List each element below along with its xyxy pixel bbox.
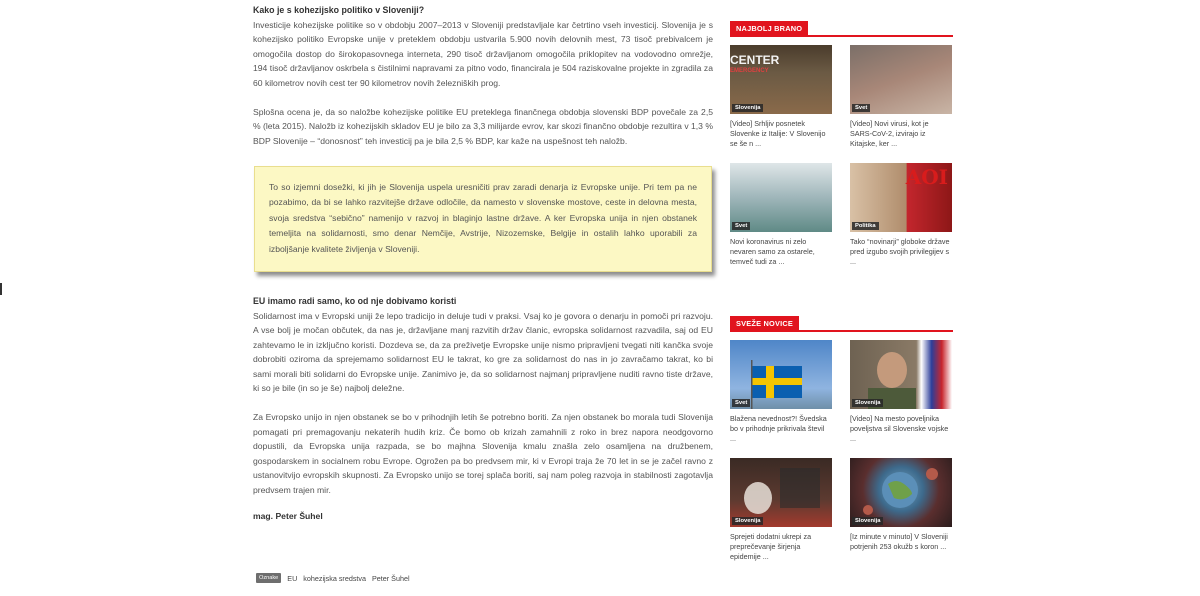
news-thumbnail[interactable] <box>850 340 952 409</box>
news-title[interactable]: Blažena nevednost?! Švedska bo v prihodnje prikrivala števil ... <box>730 414 827 443</box>
category-badge[interactable]: Slovenija <box>852 517 883 525</box>
news-thumbnail[interactable] <box>850 458 952 527</box>
category-badge[interactable]: Slovenija <box>732 104 763 112</box>
thumbnail-sign: CENTER EMERGENCY <box>730 53 780 74</box>
tag-link[interactable]: Peter Šuhel <box>372 573 410 583</box>
article-paragraph-4: Za Evropsko unijo in njen obstanek se bo v prihodnjih letih še potrebno boriti. Za njen obstanek bo morala tudi Slovenija pomagati pri premagovanju nekaterih hudih kriz. Če bomo ob krizah zamahnili z roko in brez napora neodgovorno dopustili, da Evropska unija razpada, se bo majhna Slovenija kmalu znašla zelo osamljena na družbenem, gospodarskem in socialnem robu Evrope. Ogrožen pa bo predvsem mir, ki v Evropi traja že 70 let in se je začel ravno z ustanovitvijo evropskih skupnosti. Za Evropsko unijo se torej splača boriti, saj nam poleg razvoja in stabilnosti zagotavlja predvsem trajen mir. <box>253 412 713 495</box>
news-title[interactable]: [Video] Na mesto poveljnika poveljstva sil Slovenske vojske ... <box>850 414 949 443</box>
page-edge-marker <box>0 283 2 295</box>
category-badge[interactable]: Svet <box>732 399 750 407</box>
category-badge[interactable]: Slovenija <box>852 399 883 407</box>
article-paragraph-3: Solidarnost ima v Evropski uniji že lepo tradicijo in deluje tudi v praksi. Vsaj ko je govora o denarju in pomoči pri razvoju. A vse bolj je močan občutek, da nas je, državljane manj razvitih držav članic, evropska solidarnost razvadila, saj od EU zahtevamo le in izključno koristi. Dozdeva se, da za preživetje Evropske unije nismo pripravljeni tvegati niti kančka svoje dobrobiti oziroma da sprejemamo solidarnost EU le takrat, ko gre za solidarnost do nas in jo zavračamo takrat, ko bi sami morali biti solidarni do Evropske unije. Zanimivo je, da so solidarnost najmanj pripravljene nuditi ravno tiste države, ki so je bile (in so je še) najbolj deležne. <box>253 310 713 394</box>
most-read-heading: NAJBOLJ BRANO <box>730 21 808 37</box>
news-title[interactable]: Novi koronavirus ni zelo nevaren samo za ostarele, temveč tudi za ... <box>730 237 815 266</box>
news-card[interactable] <box>730 45 832 163</box>
news-card[interactable] <box>850 340 952 458</box>
news-card[interactable] <box>850 458 952 576</box>
tags-label-badge: Oznake <box>256 573 281 583</box>
news-card[interactable] <box>730 163 832 281</box>
news-thumbnail[interactable] <box>850 45 952 114</box>
category-badge[interactable]: Svet <box>732 222 750 230</box>
news-title[interactable]: Tako “novinarji” globoke države pred izgubo svojih privilegijev s ... <box>850 237 950 266</box>
news-thumbnail[interactable] <box>730 340 832 409</box>
tag-list <box>256 573 410 583</box>
news-card[interactable] <box>850 163 952 281</box>
category-badge[interactable]: Slovenija <box>732 517 763 525</box>
category-badge[interactable]: Politika <box>852 222 879 230</box>
tag-link[interactable]: kohezijska sredstva <box>303 573 366 583</box>
news-title[interactable]: [Video] Srhljiv posnetek Slovenke iz Italije: V Slovenijo se še n ... <box>730 119 826 148</box>
news-card[interactable] <box>730 458 832 576</box>
news-title[interactable]: [Iz minute v minuto] V Sloveniji potrjenih 253 okužb s koron ... <box>850 532 948 551</box>
tag-link[interactable]: EU <box>287 573 298 583</box>
news-thumbnail[interactable] <box>730 45 832 114</box>
fresh-news-section <box>730 316 953 576</box>
thumbnail-sign: AOI <box>905 165 948 189</box>
news-card[interactable] <box>850 45 952 163</box>
article-author: mag. Peter Šuhel <box>253 511 323 522</box>
highlight-quote-box: To so izjemni dosežki, ki jih je Slovenija uspela uresničiti prav zaradi denarja iz Evropske unije. Pri tem pa ne pozabimo, da bi se lahko razvitejše države odločile, da namesto v slovenske mostove, ceste in delovna mesta, svoja sredstva “sebično” namenijo v razvoj in blaginjo lastne države. A ker Evropska unija in njen obstanek temeljita na solidarnosti, smo denar Nemčije, Avstrije, Nizozemske, Belgije in ostalih lahko uporabili za izboljšanje kvalitete življenja v Sloveniji. <box>254 166 712 272</box>
article-body <box>253 3 713 524</box>
article-paragraph-1: Investicije kohezijske politike so v obdobju 2007–2013 v Sloveniji predstavljale kar četrtino vseh investicij. Slovenija je s kohezijsko politiko Evropske unije v preteklem obdobju ustvarila 5.900 novih delovnih mest, 73 tisoč prebivalcem je omogočila dostop do širokopasovnega interneta, 290 tisoč državljanom omogočila priklopitev na vodovodno omrežje, 194 tisoč državljanov oskrbela s čistilnimi napravami za pitno vodo, financirala je 504 raziskovalne projekte in zgradila za 60 kilometrov novih cest ter 90 kilometrov novih železniških prog. <box>253 19 713 88</box>
news-title[interactable]: Sprejeti dodatni ukrepi za preprečevanje širjenja epidemije ... <box>730 532 812 561</box>
article-heading-cohesion: Kako je s kohezijsko politiko v Sloveniji? <box>253 5 425 15</box>
article-paragraph-2: Splošna ocena je, da so naložbe kohezijske politike EU preteklega finančnega obdobja slovenski BDP povečale za 2,5 % (leta 2015). Naložb iz kohezijskih skladov EU je bilo za 3,3 milijarde evrov, kar skozi finančno obdobje rezultira v 1,3 % BDP Slovenije – “donosnost” teh investicij pa je bila 2,5 % BDP, kar kaže na uspešnost teh naložb. <box>253 106 713 146</box>
fresh-news-heading: SVEŽE NOVICE <box>730 316 799 332</box>
article-heading-solidarity: EU imamo radi samo, ko od nje dobivamo koristi <box>253 296 457 307</box>
news-thumbnail[interactable] <box>730 163 832 232</box>
most-read-header <box>730 21 953 37</box>
news-thumbnail[interactable] <box>850 163 952 232</box>
category-badge[interactable]: Svet <box>852 104 870 112</box>
most-read-section <box>730 21 953 281</box>
news-card[interactable] <box>730 340 832 458</box>
fresh-news-header <box>730 316 953 332</box>
news-title[interactable]: [Video] Novi virusi, kot je SARS-CoV-2, izvirajo iz Kitajske, ker ... <box>850 119 929 148</box>
news-thumbnail[interactable] <box>730 458 832 527</box>
